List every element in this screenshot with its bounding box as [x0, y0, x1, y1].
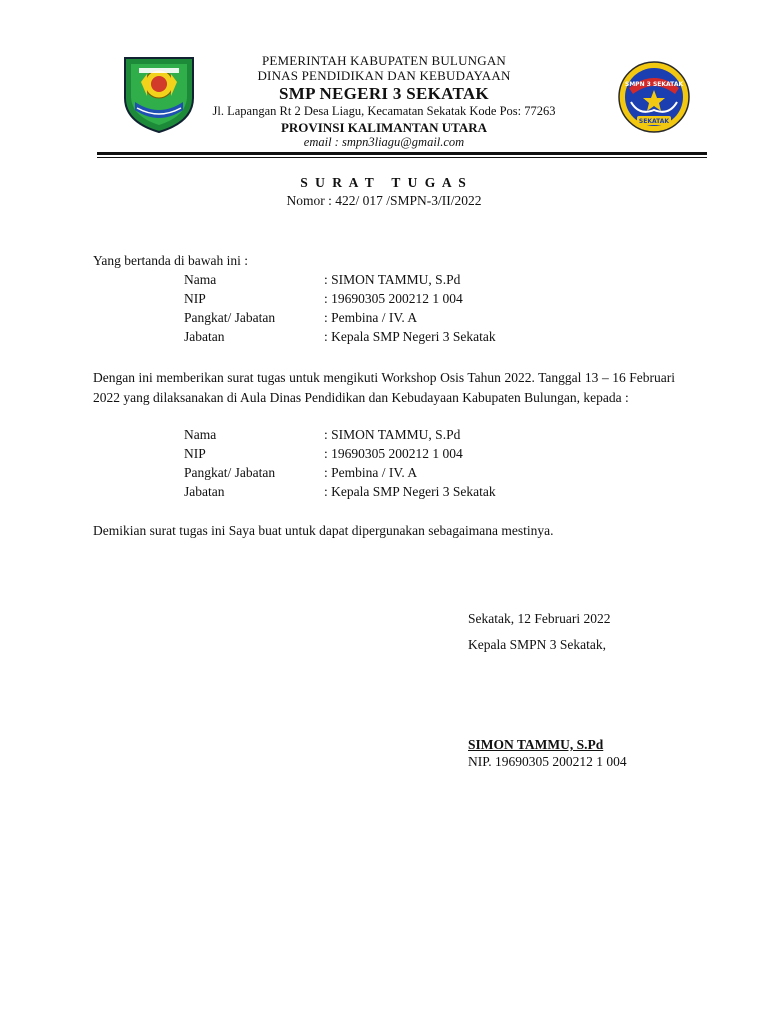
- assignee-name-label: Nama: [184, 427, 217, 442]
- letter-number: Nomor : 422/ 017 /SMPN-3/II/2022: [286, 193, 482, 208]
- signature-nip: NIP. 19690305 200212 1 004: [468, 754, 627, 769]
- assignee-rank-value: : Pembina / IV. A: [324, 465, 418, 480]
- signature-position: Kepala SMPN 3 Sekatak,: [468, 637, 606, 652]
- header-rule-thin: [97, 157, 707, 158]
- assignee-nip-value: : 19690305 200212 1 004: [324, 446, 463, 461]
- signer-position-label: Jabatan: [184, 329, 225, 344]
- assignee-position-label: Jabatan: [184, 484, 225, 499]
- signer-position-value: : Kepala SMP Negeri 3 Sekatak: [324, 329, 496, 344]
- signature-name: SIMON TAMMU, S.Pd: [468, 737, 604, 752]
- signer-name-value: : SIMON TAMMU, S.Pd: [324, 272, 461, 287]
- assignee-position-value: : Kepala SMP Negeri 3 Sekatak: [324, 484, 496, 499]
- logo-bottom-text: SEKATAK: [638, 118, 670, 125]
- signer-nip-label: NIP: [184, 291, 206, 306]
- assignee-name-value: : SIMON TAMMU, S.Pd: [324, 427, 461, 442]
- signer-rank-value: : Pembina / IV. A: [324, 310, 418, 325]
- header-address: Jl. Lapangan Rt 2 Desa Liagu, Kecamatan Sekatak Kode Pos: 77263: [212, 104, 556, 118]
- header-department: DINAS PENDIDIKAN DAN KEBUDAYAAN: [257, 68, 511, 83]
- closing-text: Demikian surat tugas ini Saya buat untuk dapat dipergunakan sebagaimana mestinya.: [93, 523, 554, 538]
- intro-text: Yang bertanda di bawah ini :: [93, 253, 248, 268]
- signer-nip-value: : 19690305 200212 1 004: [324, 291, 463, 306]
- header-email: email : smpn3liagu@gmail.com: [303, 135, 465, 149]
- header-rule-thick: [97, 152, 707, 155]
- assignee-rank-label: Pangkat/ Jabatan: [184, 465, 276, 480]
- assignment-paragraph: Dengan ini memberikan surat tugas untuk mengikuti Workshop Osis Tahun 2022. Tanggal 13 – 16 Februari 2022 yang dilaksanakan di Aula Dinas Pendidikan dan Kebudayaan Kabupaten Bulungan, kepada :: [93, 370, 675, 405]
- header-school-name: SMP NEGERI 3 SEKATAK: [279, 84, 489, 103]
- header-government: PEMERINTAH KABUPATEN BULUNGAN: [261, 53, 507, 68]
- signer-name-label: Nama: [184, 272, 217, 287]
- signer-rank-label: Pangkat/ Jabatan: [184, 310, 276, 325]
- signature-place-date: Sekatak, 12 Februari 2022: [468, 611, 611, 626]
- header-province: PROVINSI KALIMANTAN UTARA: [280, 120, 488, 135]
- letter-title: S U R A T T U G A S: [300, 175, 468, 190]
- assignee-nip-label: NIP: [184, 446, 206, 461]
- logo-ribbon-text: SMPN 3 SEKATAK: [624, 81, 684, 88]
